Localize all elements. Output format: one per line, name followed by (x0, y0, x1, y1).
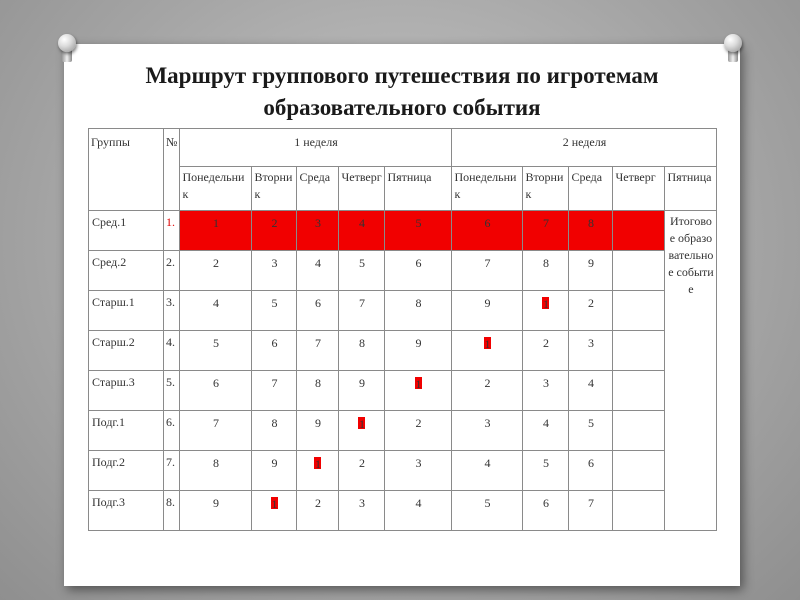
table-cell: 7 (297, 331, 339, 371)
table-cell: 3 (252, 251, 297, 291)
header-number: № (164, 129, 180, 211)
day-header: Среда (569, 167, 613, 211)
table-cell: 5 (339, 251, 385, 291)
table-cell (297, 451, 339, 491)
title-line-2: образовательного события (263, 95, 541, 120)
day-header: Четверг (613, 167, 665, 211)
table-cell: 9 (252, 451, 297, 491)
table-cell: 3 (569, 331, 613, 371)
table-row (89, 491, 717, 531)
table-row (89, 251, 717, 291)
table-cell: 4 (523, 411, 569, 451)
table-cell: 2 (339, 451, 385, 491)
header-week-2: 2 неделя (452, 129, 717, 167)
table-cell: 3 (297, 211, 339, 251)
table-cell: 3 (339, 491, 385, 531)
table-cell (252, 491, 297, 531)
table-cell (613, 251, 665, 291)
table-cell (613, 291, 665, 331)
table-cell: 2 (523, 331, 569, 371)
header-row-weeks (89, 129, 717, 167)
highlighted-cell-value: 1 (314, 457, 321, 471)
highlighted-cell-value: 1 (415, 377, 422, 391)
table-cell (613, 451, 665, 491)
table-cell: 5 (252, 291, 297, 331)
table-cell: 5 (523, 451, 569, 491)
table-cell: 6 (523, 491, 569, 531)
table-cell (339, 411, 385, 451)
table-cell: 7 (180, 411, 252, 451)
table-cell: 5 (569, 411, 613, 451)
row-index: 7. (164, 451, 180, 491)
header-row-days (89, 167, 717, 211)
table-cell: 8 (297, 371, 339, 411)
table-cell: 9 (569, 251, 613, 291)
table-cell: 4 (339, 211, 385, 251)
table-row (89, 291, 717, 331)
table-cell (452, 331, 523, 371)
table-cell: 4 (452, 451, 523, 491)
table-cell: 4 (385, 491, 452, 531)
table-cell: 8 (569, 211, 613, 251)
table-cell (613, 371, 665, 411)
highlighted-cell-value: 1 (358, 417, 365, 431)
table-cell: 2 (297, 491, 339, 531)
table-cell (613, 211, 665, 251)
table-cell: 2 (569, 291, 613, 331)
row-index: 8. (164, 491, 180, 531)
table-cell: 6 (569, 451, 613, 491)
table-cell: 9 (180, 491, 252, 531)
row-index: 5. (164, 371, 180, 411)
table-cell: 6 (385, 251, 452, 291)
table-cell: 4 (297, 251, 339, 291)
day-header: Пятница (665, 167, 717, 211)
table-cell: 7 (452, 251, 523, 291)
group-name: Старш.1 (89, 291, 164, 331)
final-event-cell: Итоговое образовательное событие (665, 211, 717, 531)
table-cell: 2 (180, 251, 252, 291)
table-cell: 7 (569, 491, 613, 531)
table-cell: 6 (297, 291, 339, 331)
table-cell: 3 (523, 371, 569, 411)
table-cell: 5 (180, 331, 252, 371)
row-index: 1. (164, 211, 180, 251)
group-name: Подг.3 (89, 491, 164, 531)
table-cell (385, 371, 452, 411)
table-cell: 7 (252, 371, 297, 411)
table-cell: 8 (252, 411, 297, 451)
table-cell: 8 (523, 251, 569, 291)
highlighted-cell-value: 1 (271, 497, 278, 511)
table-cell: 6 (252, 331, 297, 371)
table-row (89, 371, 717, 411)
table-cell: 1 (180, 211, 252, 251)
day-header: Пятница (385, 167, 452, 211)
table-row (89, 331, 717, 371)
table-cell: 6 (452, 211, 523, 251)
highlighted-cell-value: 1 (484, 337, 491, 351)
row-index: 2. (164, 251, 180, 291)
table-row (89, 411, 717, 451)
day-header: Вторник (523, 167, 569, 211)
table-cell: 4 (180, 291, 252, 331)
table-row (89, 211, 717, 251)
day-header: Понедельник (180, 167, 252, 211)
table-cell: 8 (180, 451, 252, 491)
table-cell: 3 (385, 451, 452, 491)
table-cell: 9 (452, 291, 523, 331)
group-name: Подг.1 (89, 411, 164, 451)
table-cell: 2 (252, 211, 297, 251)
table-cell: 4 (569, 371, 613, 411)
table-cell: 2 (452, 371, 523, 411)
table-cell: 3 (452, 411, 523, 451)
table-cell: 5 (452, 491, 523, 531)
table-cell: 8 (385, 291, 452, 331)
table-cell: 5 (385, 211, 452, 251)
table-cell: 7 (523, 211, 569, 251)
table-cell (613, 491, 665, 531)
table-cell (523, 291, 569, 331)
header-groups: Группы (89, 129, 164, 211)
group-name: Старш.3 (89, 371, 164, 411)
group-name: Сред.1 (89, 211, 164, 251)
table-cell (613, 411, 665, 451)
group-name: Подг.2 (89, 451, 164, 491)
row-index: 6. (164, 411, 180, 451)
route-table (88, 128, 717, 531)
table-cell: 9 (385, 331, 452, 371)
day-header: Понедельник (452, 167, 523, 211)
group-name: Сред.2 (89, 251, 164, 291)
table-cell: 2 (385, 411, 452, 451)
page-title (64, 60, 740, 124)
table-cell: 7 (339, 291, 385, 331)
table-cell: 9 (339, 371, 385, 411)
row-index: 4. (164, 331, 180, 371)
table-cell: 6 (180, 371, 252, 411)
highlighted-cell-value: 1 (542, 297, 549, 311)
header-week-1: 1 неделя (180, 129, 452, 167)
table-row (89, 451, 717, 491)
day-header: Четверг (339, 167, 385, 211)
table-cell (613, 331, 665, 371)
day-header: Вторник (252, 167, 297, 211)
table-cell: 9 (297, 411, 339, 451)
table-cell: 8 (339, 331, 385, 371)
day-header: Среда (297, 167, 339, 211)
group-name: Старш.2 (89, 331, 164, 371)
title-line-1: Маршрут группового путешествия по игротемам (145, 63, 659, 88)
row-index: 3. (164, 291, 180, 331)
